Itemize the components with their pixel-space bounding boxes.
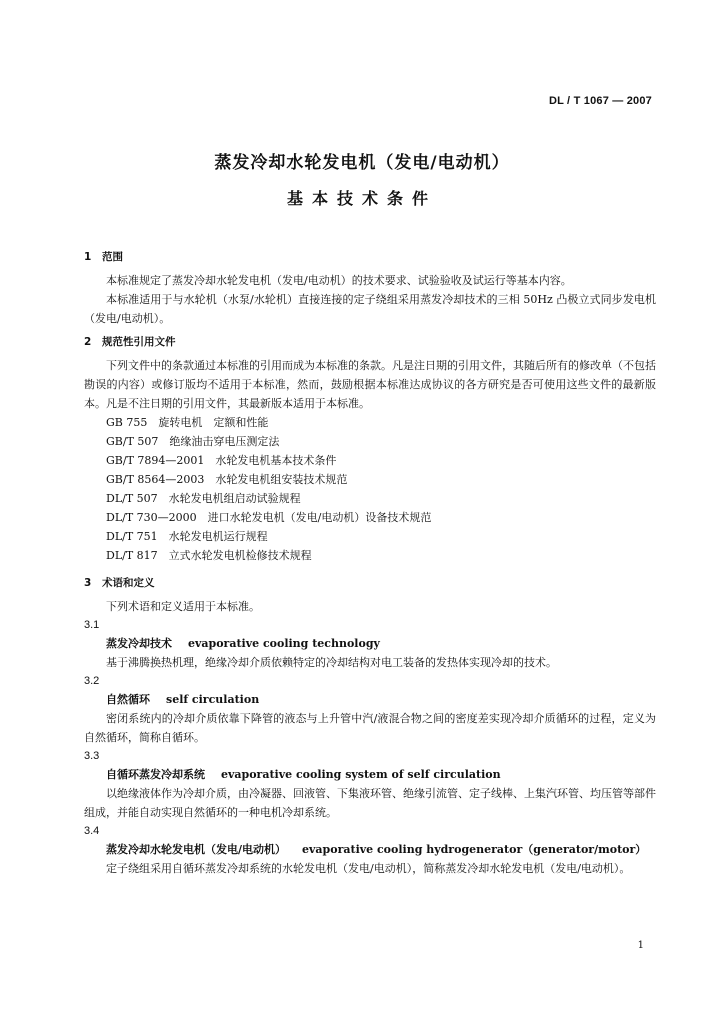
standard-code: DL / T 1067 — 2007 (548, 95, 652, 107)
section-title: 范围 (102, 251, 123, 263)
term-definition: 以绝缘液体作为冷却介质，由冷凝器、回液管、下集液环管、绝缘引流管、定子线棒、上集汽环管、均压管等部件组成，并能自动实现自然循环的一种电机冷却系统。 (84, 787, 656, 819)
clause-number: 3.2 (84, 675, 100, 687)
section-heading (84, 575, 656, 591)
clause-number: 3.1 (84, 619, 100, 631)
reference-item: GB/T 507 绝缘油击穿电压测定法 (106, 435, 280, 448)
term-zh: 蒸发冷却技术 (106, 637, 172, 650)
paragraph: 本标准适用于与水轮机（水泵/水轮机）直接连接的定子绕组采用蒸发冷却技术的三相 50Hz 凸极立式同步发电机（发电/电动机）。 (84, 293, 656, 325)
reference-item: GB 755 旋转电机 定额和性能 (106, 416, 269, 429)
reference-item: DL/T 817 立式水轮发电机检修技术规程 (106, 549, 312, 562)
section-title: 术语和定义 (102, 577, 155, 589)
paragraph: 下列文件中的条款通过本标准的引用而成为本标准的条款。凡是注日期的引用文件，其随后所有的修改单（不包括勘误的内容）或修订版均不适用于本标准，然而，鼓励根据本标准达成协议的各方研究是否可使用这些文件的最新版本。凡是不注日期的引用文件，其最新版本适用于本标准。 (84, 359, 656, 410)
term-entry (84, 766, 656, 784)
term-definition: 密闭系统内的冷却介质依靠下降管的液态与上升管中汽/液混合物之间的密度差实现冷却介质循环的过程，定义为自然循环，简称自循环。 (84, 712, 656, 744)
term-zh: 自然循环 (106, 693, 150, 706)
term-en: self circulation (166, 693, 260, 706)
paragraph: 下列术语和定义适用于本标准。 (106, 600, 260, 613)
page-number: 1 (637, 940, 644, 951)
section-heading (84, 249, 656, 265)
clause-number: 3.3 (84, 750, 100, 762)
section-heading (84, 334, 656, 350)
document-title: 蒸发冷却水轮发电机（发电/电动机） (214, 153, 510, 173)
term-zh: 蒸发冷却水轮发电机（发电/电动机） (106, 843, 287, 856)
reference-item: DL/T 751 水轮发电机运行规程 (106, 530, 268, 543)
section-number: 2 (84, 336, 92, 348)
term-entry (84, 691, 656, 709)
section-number: 3 (84, 577, 92, 589)
reference-item: GB/T 8564—2003 水轮发电机组安装技术规范 (106, 473, 348, 486)
section-title: 规范性引用文件 (102, 336, 176, 348)
paragraph: 本标准规定了蒸发冷却水轮发电机（发电/电动机）的技术要求、试验验收及试运行等基本内容。 (106, 274, 572, 287)
term-en: evaporative cooling system of self circulation (221, 768, 501, 781)
term-definition: 基于沸腾换热机理，绝缘冷却介质依赖特定的冷却结构对电工装备的发热体实现冷却的技术。 (106, 656, 557, 669)
term-definition: 定子绕组采用自循环蒸发冷却系统的水轮发电机（发电/电动机），简称蒸发冷却水轮发电机（发电/电动机）。 (106, 862, 631, 875)
term-zh: 自循环蒸发冷却系统 (106, 768, 205, 781)
term-entry (84, 841, 656, 859)
term-entry (84, 635, 656, 653)
reference-item: GB/T 7894—2001 水轮发电机基本技术条件 (106, 454, 337, 467)
term-en: evaporative cooling technology (188, 637, 380, 650)
section-number: 1 (84, 251, 92, 263)
document-subtitle: 基本技术条件 (286, 189, 437, 208)
reference-item: DL/T 507 水轮发电机组启动试验规程 (106, 492, 301, 505)
reference-item: DL/T 730—2000 进口水轮发电机（发电/电动机）设备技术规范 (106, 511, 432, 524)
clause-number: 3.4 (84, 825, 100, 837)
term-en: evaporative cooling hydrogenerator（generator/motor） (302, 843, 647, 856)
document-body (84, 249, 656, 878)
